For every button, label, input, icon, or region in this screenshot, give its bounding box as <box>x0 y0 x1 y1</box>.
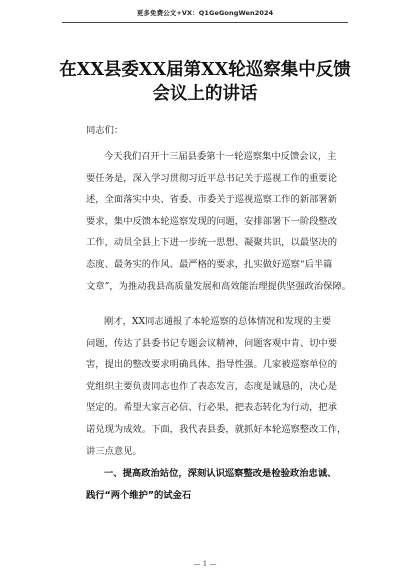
paragraph-2 <box>86 311 362 462</box>
page-number: — 1 — <box>193 560 217 568</box>
heading-line-2: 践行“两个维护”的试金石 <box>86 490 192 501</box>
header-divider <box>62 22 348 23</box>
paragraph-line: 述，全面落实中央、省委、市委关于巡视巡察工作的新部署新 <box>86 194 338 206</box>
heading-line-1: 一、提高政治站位，深刻认识巡察整改是检验政治忠诚、 <box>104 468 337 479</box>
greeting: 同志们： <box>86 125 124 136</box>
paragraph-line: 党组织主要负责同志也作了表态发言，态度是诚恳的，决心是 <box>86 380 338 392</box>
paragraph-line: 要求，集中反馈本轮巡察发现的问题，安排部署下一阶段整改 <box>86 215 338 227</box>
paragraph-line: 刚才，XX同志通报了本轮巡察的总体情况和发现的主要 <box>104 316 332 327</box>
paragraph-line: 文章”，为推动我县高质量发展和高效能治理提供坚强政治保障。 <box>86 280 352 292</box>
paragraph-line: 害，提出的整改要求明确具体、指导性强。几家被巡察单位的 <box>86 359 338 371</box>
paragraph-line: 讲三点意见。 <box>86 445 142 457</box>
page-header-text: 更多免费公文+VX：Q1GeGongWen2024 <box>136 9 274 17</box>
paragraph-line: 问题，传达了县委书记专题会议精神，问题客观中肯、切中要 <box>86 337 338 349</box>
paragraph-line: 今天我们召开十三届县委第十一轮巡察集中反馈会议，主 <box>104 151 337 162</box>
paragraph-line: 态度、最务实的作风、最严格的要求，扎实做好巡察“后半篇 <box>86 258 333 270</box>
paragraph-line: 诺兑现为成效。下面，我代表县委，就抓好本轮巡察整改工作， <box>86 423 347 435</box>
document-title <box>40 58 370 106</box>
title-line-2: 会议上的讲话 <box>152 84 258 104</box>
paragraph-1 <box>86 146 362 297</box>
section-heading-1 <box>86 463 362 507</box>
paragraph-line: 要任务是，深入学习贯彻习近平总书记关于巡视工作的重要论 <box>86 172 338 184</box>
title-line-1: 在XX县委XX届第XX轮巡察集中反馈 <box>59 60 351 80</box>
paragraph-line: 工作，动员全县上下进一步统一思想、凝聚共识，以最坚决的 <box>86 237 338 249</box>
paragraph-line: 坚定的。希望大家言必信、行必果，把表态转化为行动，把承 <box>86 402 338 414</box>
